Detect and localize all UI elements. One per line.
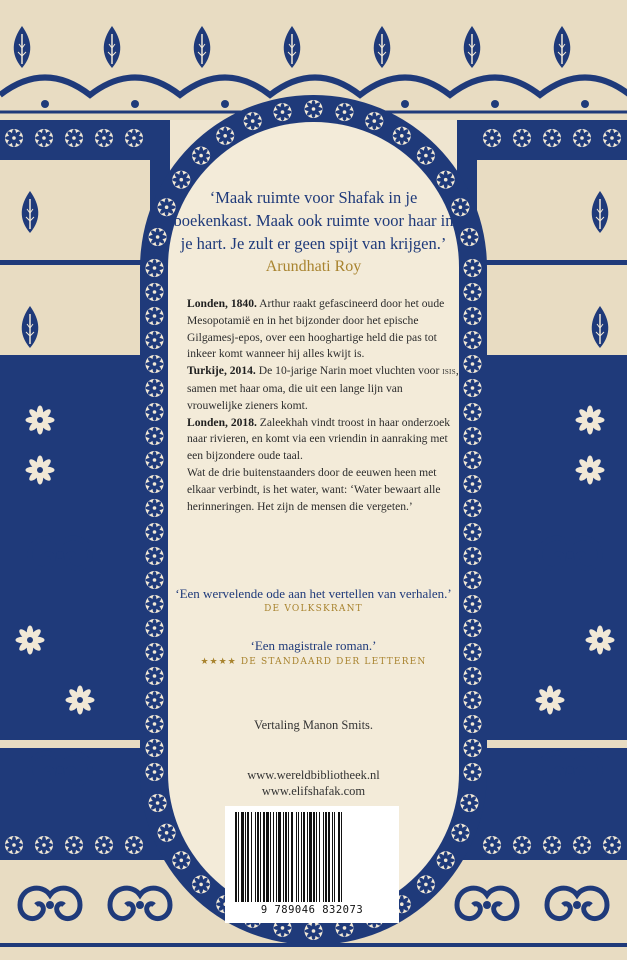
review-source: DE STANDAARD DER LETTEREN — [240, 657, 427, 667]
barcode-bars — [233, 812, 391, 902]
synopsis-text: Zaleekhah vindt troost in haar onderzoek naar rivieren, en komt via een vriendin in aanraking met een bijzondere oude taal. — [187, 415, 451, 463]
setting-heading: Londen, 1840. — [187, 297, 257, 310]
synopsis-paragraph — [187, 296, 459, 363]
review-quote: ‘Een wervelende ode aan het vertellen van verhalen.’ — [175, 586, 452, 601]
isbn-number: 9 789046 832073 — [260, 904, 364, 916]
setting-heading: Londen, 2018. — [187, 415, 257, 429]
quote-line: ‘Maak ruimte voor Shafak in je — [209, 188, 418, 207]
synopsis — [187, 296, 459, 515]
synopsis-paragraph — [187, 363, 459, 414]
author-url[interactable]: www.elifshafak.com — [261, 784, 366, 798]
synopsis-paragraph — [187, 415, 459, 465]
translation-credit: Vertaling Manon Smits. — [253, 718, 374, 732]
isis-smallcaps: isis — [442, 366, 456, 378]
quote-author: Arundhati Roy — [265, 258, 362, 275]
review-quote: ‘Een magistrale roman.’ — [250, 638, 377, 653]
synopsis-text: De 10-jarige Narin moet vluchten voor — [255, 364, 443, 378]
synopsis-text: , samen met haar oma, die uit een lange lijn van vrouwelijke zieners komt. — [187, 364, 459, 412]
quote-line: je hart. Je zult er geen spijt van krijgen.’ — [180, 234, 447, 253]
review-source-line — [0, 657, 627, 667]
review-source: DE VOLKSKRANT — [264, 604, 363, 614]
barcode — [225, 806, 399, 923]
rating-stars: ★★★★ — [200, 657, 237, 667]
quote-line: boekenkast. Maak ook ruimte voor haar in — [173, 211, 454, 230]
setting-heading: Turkije, 2014. — [187, 364, 256, 378]
synopsis-paragraph: Wat de drie buitenstaanders door de eeuwen heen met elkaar verbindt, is het water, want: ‘Water bewaart alle herinneringen. Het zijn de mensen die vergeten.’ — [187, 465, 441, 513]
synopsis-text: Arthur raakt gefascineerd door het oude Mesopotamië en in het bijzonder door het epische Gilgamesj-epos, over een hooghartige held die pas tot inkeer komt wanneer hij alles kwijt is. — [187, 297, 445, 361]
publisher-url[interactable]: www.wereldbibliotheek.nl — [247, 768, 380, 782]
testimonial-quote — [0, 186, 627, 255]
